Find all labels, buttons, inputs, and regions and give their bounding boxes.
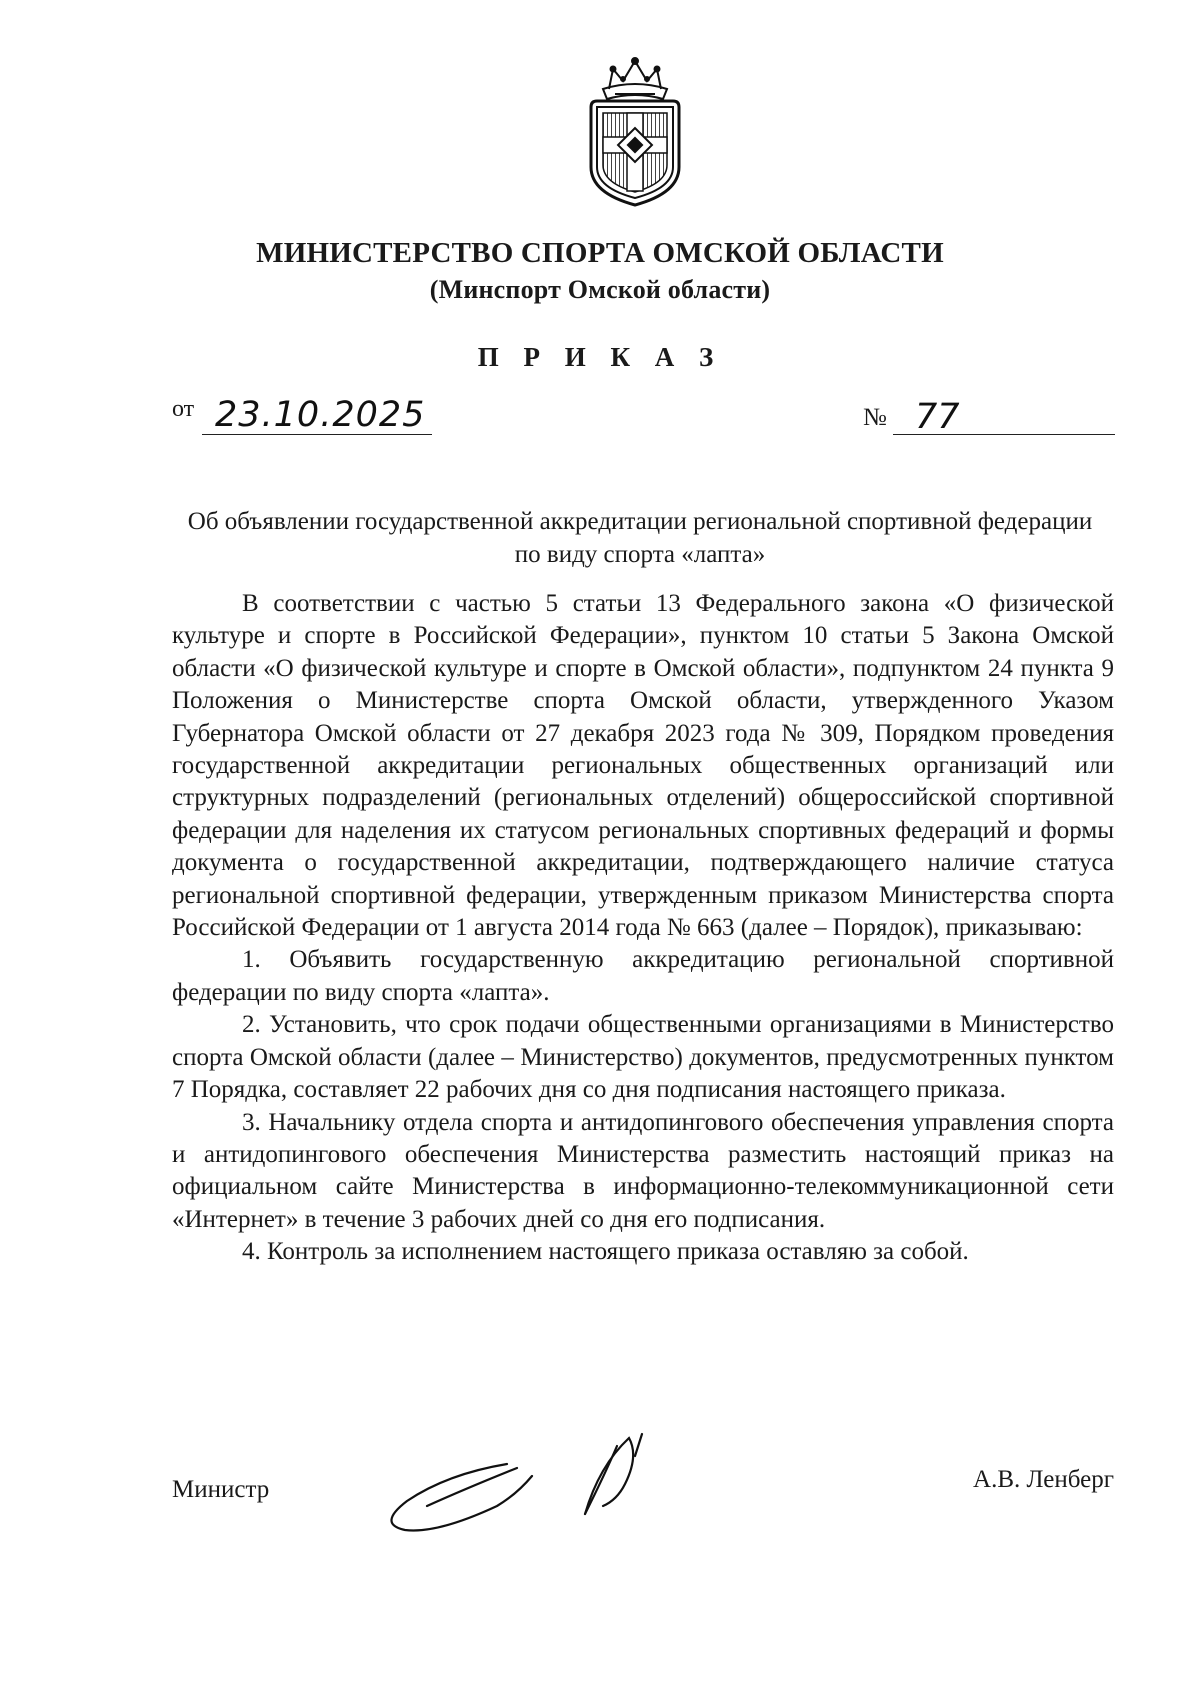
order-subject: Об объявлении государственной аккредитации региональной спортивной федерации по виду спорта «лапта» <box>187 508 1093 568</box>
handwritten-signature-icon <box>367 1426 717 1556</box>
number-prefix: № <box>863 404 887 431</box>
signatory-name: А.В. Ленберг <box>973 1466 1114 1493</box>
date-prefix: от <box>172 396 195 422</box>
signatory-position: Министр <box>172 1476 270 1503</box>
order-number: 77 <box>915 397 960 437</box>
order-item: 4. Контроль за исполнением настоящего приказа оставляю за собой. <box>242 1238 969 1266</box>
order-item: 1. Объявить государственную аккредитацию региональной спортивной федерации по виду спорта «лапта». <box>172 946 1114 1006</box>
order-item: 2. Установить, что срок подачи общественными организациями в Министерство спорта Омской области (далее – Министерство) документов, предусмотренных пунктом 7 Порядка, составляет 22 рабочих дня со дня подписания настоящего приказа. <box>172 1011 1114 1104</box>
ministry-short-name: (Минспорт Омской области) <box>429 275 771 304</box>
signature-block <box>172 1466 1114 1606</box>
order-preamble: В соответствии с частью 5 статьи 13 Федерального закона «О физической культуре и спорте в Российской Федерации», пунктом 10 статьи 5 Закона Омской области «О физической культуре и спорте в Омской области», подпунктом 24 пункта 9 Положения о Министерстве спорта Омской области, утвержденного Указом Губернатора Омской области от 27 декабря 2023 года № 309, Порядком проведения государственной аккредитации региональных общественных организаций или структурных подразделений (региональных отделений) общероссийской спортивной федерации для наделения их статусом региональных спортивных федераций и формы документа о государственной аккредитации, подтверждающего наличие статуса региональной спортивной федерации, утвержденным приказом Министерства спорта Российской Федерации от 1 августа 2014 года № 663 (далее – Порядок), приказываю: <box>172 590 1114 942</box>
ministry-name: МИНИСТЕРСТВО СПОРТА ОМСКОЙ ОБЛАСТИ <box>256 237 944 269</box>
order-date: 23.10.2025 <box>215 395 426 435</box>
coat-of-arms-icon <box>583 55 687 207</box>
order-item: 3. Начальнику отдела спорта и антидопингового обеспечения управления спорта и антидопингового обеспечения Министерства разместить настоящий приказ на официальном сайте Министерства в информационно-телекоммуникационной сети «Интернет» в течение 3 рабочих дней со дня его подписания. <box>172 1108 1114 1233</box>
document-type-title: П Р И К А З <box>477 342 723 372</box>
order-body <box>172 588 1114 1269</box>
